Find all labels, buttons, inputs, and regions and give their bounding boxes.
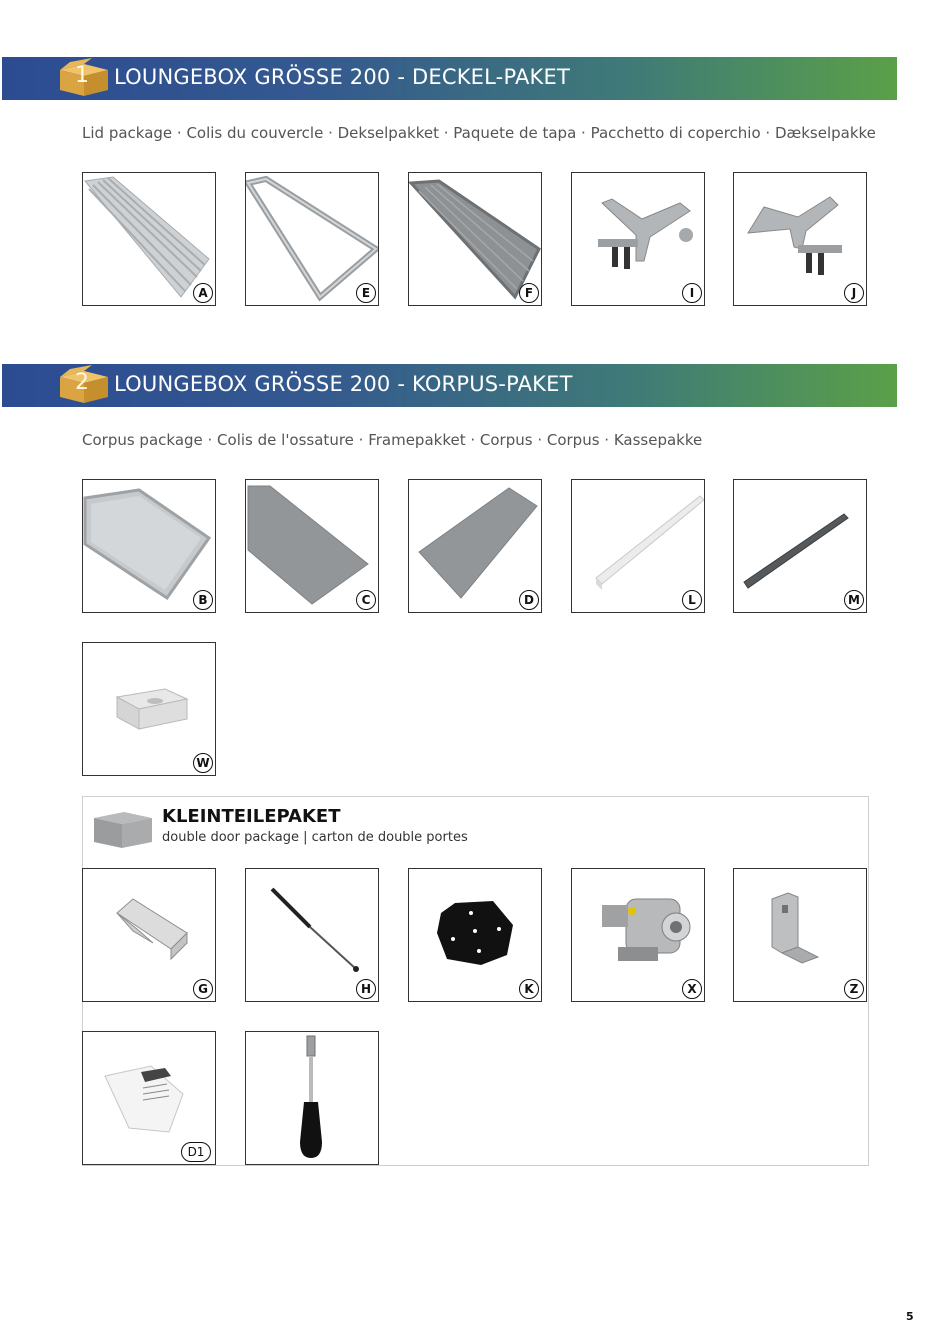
part-tile-l	[571, 479, 705, 613]
part-label-g: G	[193, 979, 213, 999]
page-number: 5	[906, 1310, 914, 1323]
part-label-m: M	[844, 590, 864, 610]
part-label-c: C	[356, 590, 376, 610]
section-2-number: 2	[75, 370, 89, 395]
section-2-banner	[2, 364, 897, 407]
section-2-title: LOUNGEBOX GRÖSSE 200 - KORPUS-PAKET	[114, 372, 573, 396]
section-1-subtitle: Lid package · Colis du couvercle · Dekselpakket · Paquete de tapa · Pacchetto di coperchio · Dækselpakke	[82, 124, 876, 142]
part-label-h: H	[356, 979, 376, 999]
part-tile-screwdriver	[245, 1031, 379, 1165]
part-tile-i	[571, 172, 705, 306]
part-label-j: J	[844, 283, 864, 303]
small-parts-title: KLEINTEILEPAKET	[162, 806, 341, 827]
part-label-x: X	[682, 979, 702, 999]
section-1-number: 1	[75, 63, 89, 88]
section-2-subtitle: Corpus package · Colis de l'ossature · Framepakket · Corpus · Corpus · Kassepakke	[82, 431, 703, 449]
section-1-title: LOUNGEBOX GRÖSSE 200 - DECKEL-PAKET	[114, 65, 570, 89]
part-tile-c	[245, 479, 379, 613]
part-tile-d1	[82, 1031, 216, 1165]
small-parts-subtitle: double door package | carton de double portes	[162, 830, 468, 845]
part-label-l: L	[682, 590, 702, 610]
part-tile-g	[82, 868, 216, 1002]
part-label-a: A	[193, 283, 213, 303]
part-label-b: B	[193, 590, 213, 610]
part-label-z: Z	[844, 979, 864, 999]
part-tile-d	[408, 479, 542, 613]
part-label-w: W	[193, 753, 213, 773]
section-1-banner	[2, 57, 897, 100]
part-tile-h	[245, 868, 379, 1002]
part-tile-w	[82, 642, 216, 776]
screwdriver-icon	[246, 1032, 378, 1164]
part-tile-k	[408, 868, 542, 1002]
part-tile-z	[733, 868, 867, 1002]
part-tile-m	[733, 479, 867, 613]
part-tile-b	[82, 479, 216, 613]
part-label-k: K	[519, 979, 539, 999]
part-tile-x	[571, 868, 705, 1002]
part-label-d1: D1	[181, 1142, 211, 1162]
part-label-d: D	[519, 590, 539, 610]
part-tile-j	[733, 172, 867, 306]
part-label-f: F	[519, 283, 539, 303]
part-label-e: E	[356, 283, 376, 303]
part-label-i: I	[682, 283, 702, 303]
part-tile-e	[245, 172, 379, 306]
part-tile-f	[408, 172, 542, 306]
small-box-icon	[92, 808, 154, 850]
part-tile-a	[82, 172, 216, 306]
